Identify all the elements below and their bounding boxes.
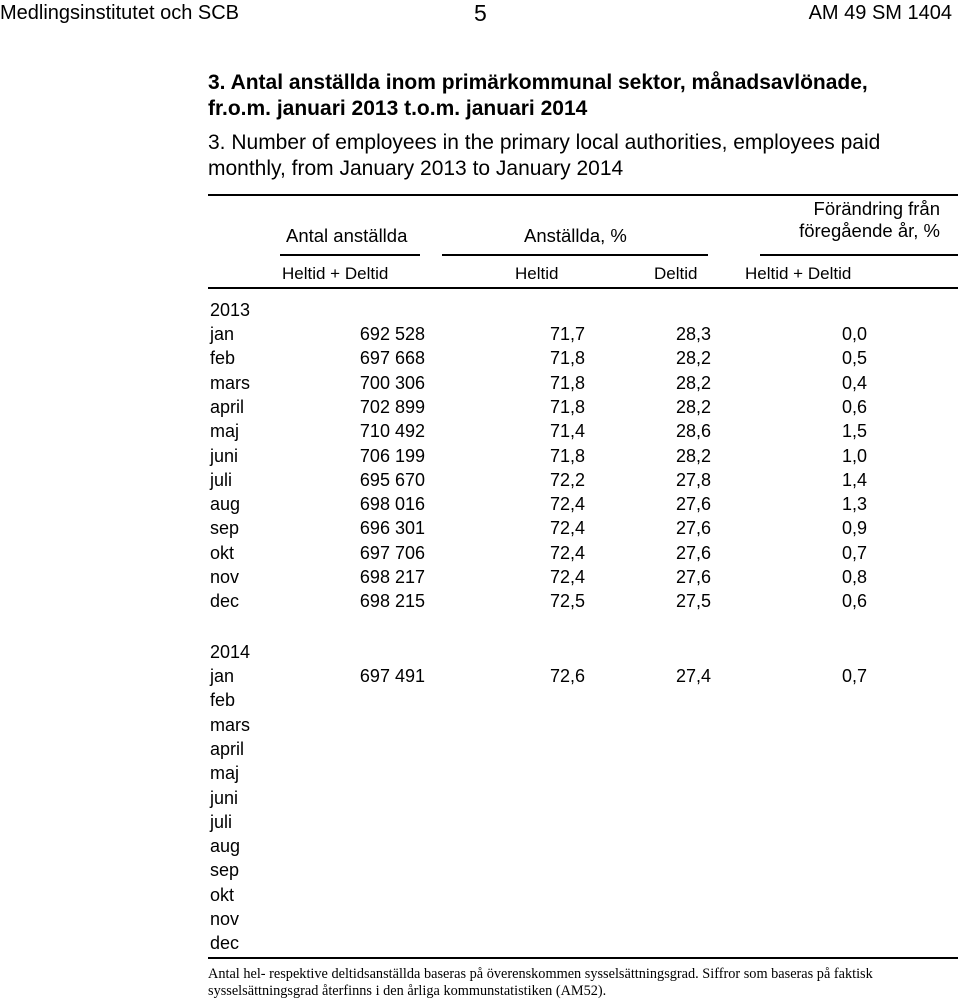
column-header-antal: Antal anställda	[286, 225, 408, 246]
month-label: maj	[210, 763, 240, 784]
cell-deltid: 27,4	[675, 666, 711, 686]
month-label: juni	[210, 445, 239, 466]
cell-deltid: 27,6	[675, 494, 711, 515]
cell-total: 692 528	[359, 324, 425, 344]
cell-change: 1,4	[841, 469, 867, 490]
month-label: april	[210, 396, 245, 417]
cell-heltid: 71,8	[549, 445, 585, 466]
cell-deltid: 28,2	[675, 372, 711, 393]
month-label: mars	[210, 372, 250, 393]
cell-total: 698 016	[359, 494, 425, 515]
cell-change: 1,5	[841, 421, 867, 442]
month-label: okt	[210, 542, 235, 563]
month-label: feb	[210, 690, 236, 711]
cell-change: 0,0	[841, 324, 867, 344]
year-label-2013: 2013	[210, 300, 251, 320]
page-number: 5	[474, 0, 487, 26]
month-label: jan	[210, 666, 235, 686]
cell-deltid: 28,2	[675, 348, 711, 369]
cell-heltid: 71,7	[549, 324, 585, 344]
cell-total: 697 706	[359, 542, 425, 563]
forandring-line2: föregående år, %	[799, 220, 940, 241]
table-title-english	[208, 130, 880, 182]
cell-total: 698 217	[359, 567, 425, 587]
cell-deltid: 27,8	[675, 469, 711, 490]
header-underline-forandring	[760, 254, 958, 256]
cell-change: 1,0	[841, 445, 867, 466]
subheader-deltid: Deltid	[654, 264, 698, 283]
cell-heltid: 72,4	[549, 542, 585, 563]
header-underline-andel	[442, 254, 708, 256]
cell-deltid: 27,5	[675, 591, 711, 612]
cell-change: 0,7	[841, 542, 867, 563]
subheader-change: Heltid + Deltid	[745, 264, 852, 283]
month-label: aug	[210, 836, 241, 857]
cell-heltid: 71,8	[549, 348, 585, 369]
cell-deltid: 28,3	[675, 324, 711, 344]
month-label: juni	[210, 787, 239, 808]
table-header-bottom-rule	[208, 287, 958, 289]
table-footnote: Antal hel- respektive deltidsanställda baseras på överenskommen sysselsättningsgrad. Siffror som baseras på faktisk sysselsättningsgrad återfinns i den årliga kommunstatistiken (AM52).	[208, 966, 873, 999]
month-label: nov	[210, 909, 240, 929]
cell-total: 696 301	[359, 518, 425, 539]
forandring-line1: Förändring från	[813, 198, 940, 219]
cell-heltid: 72,4	[549, 567, 585, 587]
title-sv-line1: 3. Antal anställda inom primärkommunal sektor, månadsavlönade,	[208, 71, 868, 94]
cell-heltid: 71,4	[549, 421, 585, 442]
cell-heltid: 71,8	[549, 396, 585, 417]
cell-heltid: 72,5	[549, 591, 585, 612]
cell-total: 706 199	[359, 445, 425, 466]
subheader-total: Heltid + Deltid	[282, 264, 389, 283]
cell-total: 710 492	[359, 421, 425, 442]
cell-heltid: 72,6	[549, 666, 585, 686]
month-label: dec	[210, 933, 240, 954]
subheader-heltid: Heltid	[515, 264, 559, 283]
title-sv-line2: fr.o.m. januari 2013 t.o.m. januari 2014	[208, 97, 588, 120]
cell-deltid: 28,2	[675, 445, 711, 466]
cell-change: 0,5	[841, 348, 867, 369]
month-label: mars	[210, 714, 250, 735]
cell-total: 700 306	[359, 372, 425, 393]
month-label: nov	[210, 567, 240, 587]
column-header-forandring	[760, 198, 940, 242]
cell-change: 0,8	[841, 567, 867, 587]
cell-total: 702 899	[359, 396, 425, 417]
month-label: aug	[210, 494, 241, 515]
year-label-2014: 2014	[210, 642, 251, 662]
month-label: feb	[210, 348, 236, 369]
page-header-left: Medlingsinstitutet och SCB	[0, 2, 240, 24]
table-title-swedish	[208, 70, 868, 122]
cell-deltid: 27,6	[675, 542, 711, 563]
cell-total: 697 668	[359, 348, 425, 369]
month-label: juli	[210, 811, 233, 832]
page-header-right: AM 49 SM 1404	[808, 2, 952, 24]
cell-change: 0,7	[841, 666, 867, 686]
cell-change: 1,3	[841, 494, 867, 515]
month-label: jan	[210, 324, 235, 344]
title-en-line1: 3. Number of employees in the primary local authorities, employees paid	[208, 131, 881, 154]
column-header-andel: Anställda, %	[524, 225, 627, 246]
cell-deltid: 28,2	[675, 396, 711, 417]
cell-total: 697 491	[359, 666, 425, 686]
cell-deltid: 27,6	[675, 518, 711, 539]
table-top-rule	[208, 194, 958, 196]
cell-change: 0,4	[841, 372, 867, 393]
cell-deltid: 28,6	[675, 421, 711, 442]
header-underline-antal	[280, 254, 420, 256]
cell-total: 695 670	[359, 469, 425, 490]
month-label: dec	[210, 591, 240, 612]
month-label: sep	[210, 518, 240, 539]
month-label: okt	[210, 884, 235, 905]
cell-deltid: 27,6	[675, 567, 711, 587]
cell-change: 0,6	[841, 396, 867, 417]
cell-total: 698 215	[359, 591, 425, 612]
cell-heltid: 72,4	[549, 494, 585, 515]
cell-change: 0,9	[841, 518, 867, 539]
cell-heltid: 71,8	[549, 372, 585, 393]
month-label: april	[210, 738, 245, 759]
table-bottom-rule	[208, 957, 958, 959]
title-en-line2: monthly, from January 2013 to January 2014	[208, 157, 624, 180]
month-label: juli	[210, 469, 233, 490]
cell-change: 0,6	[841, 591, 867, 612]
cell-heltid: 72,2	[549, 469, 585, 490]
month-label: maj	[210, 421, 240, 442]
month-label: sep	[210, 860, 240, 881]
cell-heltid: 72,4	[549, 518, 585, 539]
